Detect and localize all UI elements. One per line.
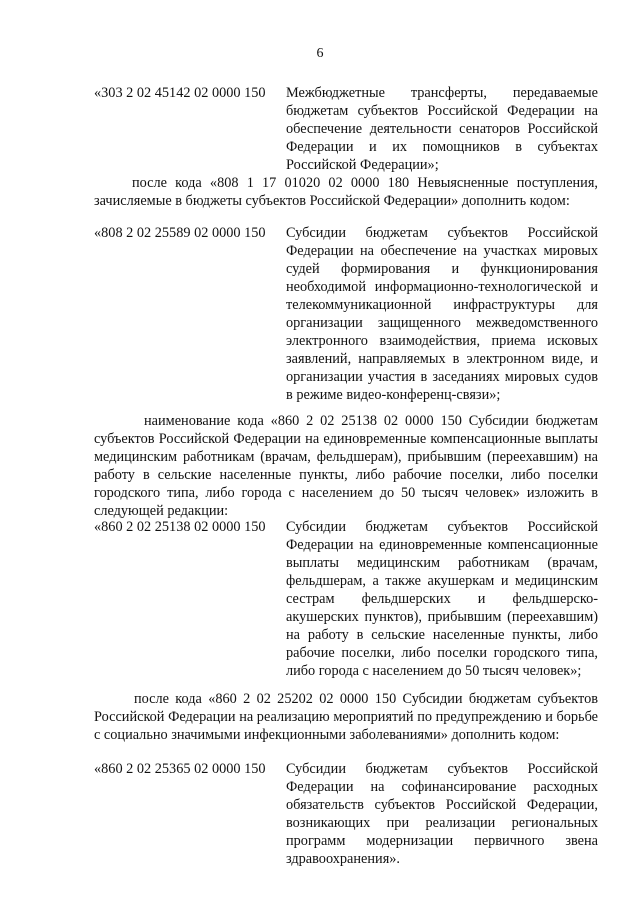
amendment-paragraph: после кода «860 2 02 25202 02 0000 150 Субсидии бюджетам субъектов Российской Федерации на реализацию мероприятий по предупреждению и борьбе с социально значимыми инфекционными заболеваниями» дополнить кодом: (94, 691, 598, 743)
budget-code: «860 2 02 25365 02 0000 150 (94, 761, 266, 777)
page-number: 6 (316, 46, 324, 61)
budget-code-description: Субсидии бюджетам субъектов Российской Федерации на софинансирование расходных обязательств субъектов Российской Федерации, возникающих при реализации региональных программ модернизации первичного звена здравоохранения». (286, 761, 598, 867)
budget-code: «860 2 02 25138 02 0000 150 (94, 519, 266, 535)
budget-code: «303 2 02 45142 02 0000 150 (94, 85, 266, 101)
amendment-paragraph: наименование кода «860 2 02 25138 02 0000 150 Субсидии бюджетам субъектов Российской Федерации на единовременные компенсационные выплаты медицинским работникам (врачам, фельдшерам), прибывшим (переехавшим) на работу в сельские населенные пункты, либо рабочие поселки, либо поселки городского типа, либо города с населением до 50 тысяч человек» изложить в следующей редакции: (94, 413, 598, 519)
amendment-paragraph: после кода «808 1 17 01020 02 0000 180 Невыясненные поступления, зачисляемые в бюджеты субъектов Российской Федерации» дополнить кодом: (94, 175, 598, 209)
budget-code: «808 2 02 25589 02 0000 150 (94, 225, 266, 241)
budget-code-description: Межбюджетные трансферты, передаваемые бюджетам субъектов Российской Федерации на обеспечение деятельности сенаторов Российской Федерации и их помощников в субъектах Российской Федерации»; (286, 85, 598, 173)
budget-code-description: Субсидии бюджетам субъектов Российской Федерации на обеспечение на участках мировых судей формирования и функционирования необходимой информационно-технологической и телекоммуникационной инфраструктуры для организации защищенного межведомственного электронного взаимодействия, приема исковых заявлений, направляемых в электронном виде, и организации участия в заседаниях мировых судов в режиме видео-конференц-связи»; (286, 225, 598, 403)
budget-code-description: Субсидии бюджетам субъектов Российской Федерации на единовременные компенсационные выплаты медицинским работникам (врачам, фельдшерам, а также акушеркам и медицинским сестрам фельдшерских и фельдшерско-акушерских пунктов), прибывшим (переехавшим) на работу в сельские населенные пункты, либо рабочие поселки, либо поселки городского типа, либо города с населением до 50 тысяч человек»; (286, 519, 598, 679)
